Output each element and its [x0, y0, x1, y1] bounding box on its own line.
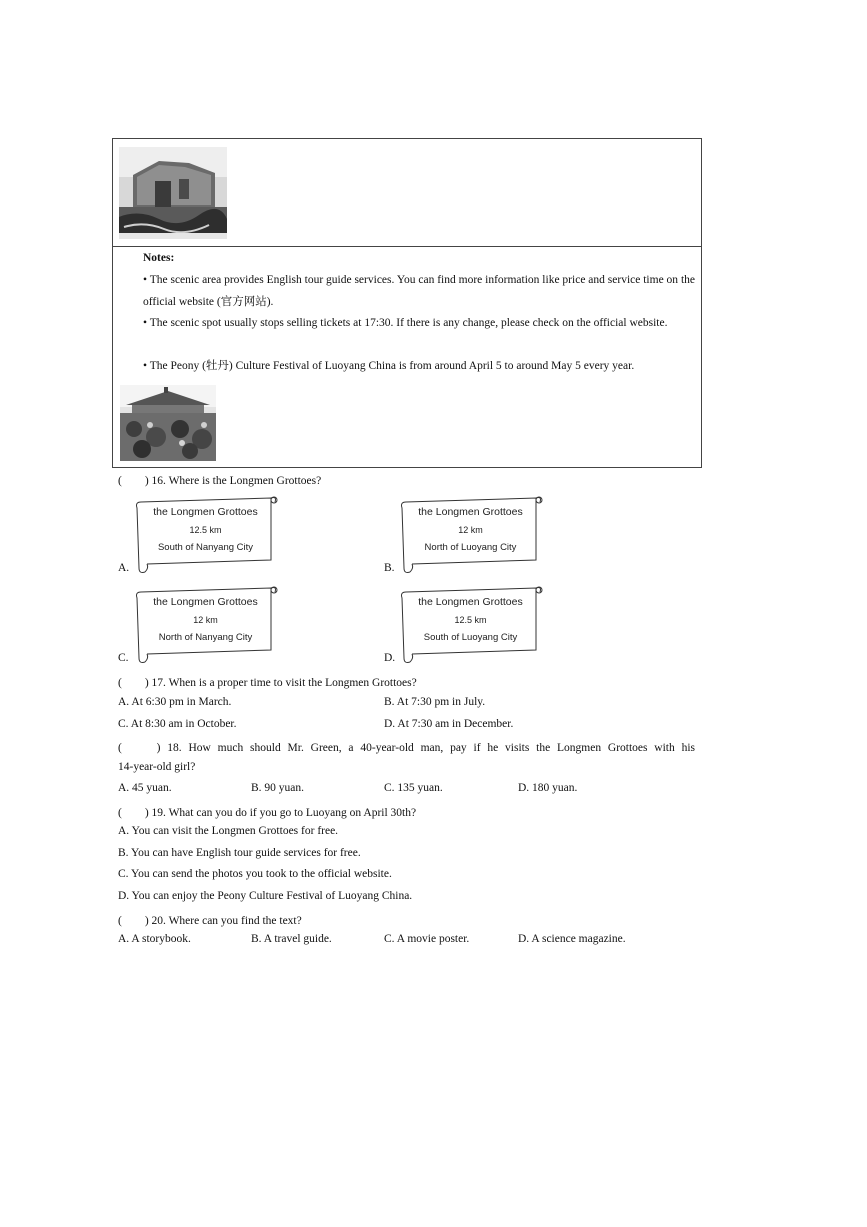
sign-direction: North of Nanyang City — [158, 632, 253, 643]
q19-option-a: A. You can visit the Longmen Grottoes for free. — [118, 825, 339, 837]
q20-option-b: B. A travel guide. — [251, 933, 332, 945]
sign-distance: 12.5 km — [189, 525, 222, 535]
q20-option-d: D. A science magazine. — [518, 933, 626, 945]
sign-name: the Longmen Grottoes — [418, 596, 523, 608]
notes-title: Notes: — [143, 252, 175, 264]
q18-option-b: B. 90 yuan. — [251, 782, 305, 794]
question-16: ( ) 16. Where is the Longmen Grottoes? — [118, 475, 322, 487]
peony-photo — [120, 385, 216, 461]
question-20: ( ) 20. Where can you find the text? — [118, 915, 302, 927]
q17-option-d: D. At 7:30 am in December. — [384, 718, 514, 730]
sign-direction: South of Luoyang City — [423, 632, 518, 643]
question-18-line-2: 14-year-old girl? — [118, 761, 196, 773]
q17-option-c: C. At 8:30 am in October. — [118, 718, 237, 730]
sign-direction: South of Nanyang City — [157, 542, 254, 553]
q20-option-a: A. A storybook. — [118, 933, 191, 945]
q17-option-a: A. At 6:30 pm in March. — [118, 696, 232, 708]
question-18 — [118, 739, 695, 755]
sign-option-a — [133, 494, 278, 574]
note-3: • The Peony (牡丹) Culture Festival of Luoyang China is from around April 5 to around May 5 every year. — [143, 360, 635, 372]
sign-option-c — [133, 584, 278, 664]
sign-name: the Longmen Grottoes — [153, 506, 258, 518]
sign-direction: North of Luoyang City — [424, 542, 517, 553]
option-letter-d: D. — [384, 652, 396, 664]
option-letter-c: C. — [118, 652, 129, 664]
box-divider — [113, 246, 701, 247]
q19-option-d: D. You can enjoy the Peony Culture Festival of Luoyang China. — [118, 890, 413, 902]
question-18-line-1: ( ) 18. How much should Mr. Green, a 40-year-old man, pay if he visits the Longmen Grottoes with his — [118, 742, 695, 754]
question-17: ( ) 17. When is a proper time to visit the Longmen Grottoes? — [118, 677, 417, 689]
info-box — [112, 138, 702, 468]
q19-option-b: B. You can have English tour guide services for free. — [118, 847, 361, 859]
sign-name: the Longmen Grottoes — [418, 506, 523, 518]
sign-distance: 12 km — [458, 525, 483, 535]
q18-option-c: C. 135 yuan. — [384, 782, 443, 794]
grottoes-photo — [119, 147, 227, 239]
note-2: • The scenic spot usually stops selling tickets at 17:30. If there is any change, please check on the official website. — [143, 317, 668, 329]
sign-distance: 12 km — [193, 615, 218, 625]
sign-option-d — [398, 584, 543, 664]
sign-option-b — [398, 494, 543, 574]
sign-name: the Longmen Grottoes — [153, 596, 258, 608]
option-letter-a: A. — [118, 562, 130, 574]
note-1: • The scenic area provides English tour guide services. You can find more information like price and service time on the official website (官方网站). — [143, 274, 695, 308]
question-19: ( ) 19. What can you do if you go to Luoyang on April 30th? — [118, 807, 417, 819]
q18-option-a: A. 45 yuan. — [118, 782, 172, 794]
q18-option-d: D. 180 yuan. — [518, 782, 578, 794]
q19-option-c: C. You can send the photos you took to the official website. — [118, 868, 392, 880]
q20-option-c: C. A movie poster. — [384, 933, 470, 945]
sign-distance: 12.5 km — [454, 615, 487, 625]
q17-option-b: B. At 7:30 pm in July. — [384, 696, 486, 708]
option-letter-b: B. — [384, 562, 395, 574]
